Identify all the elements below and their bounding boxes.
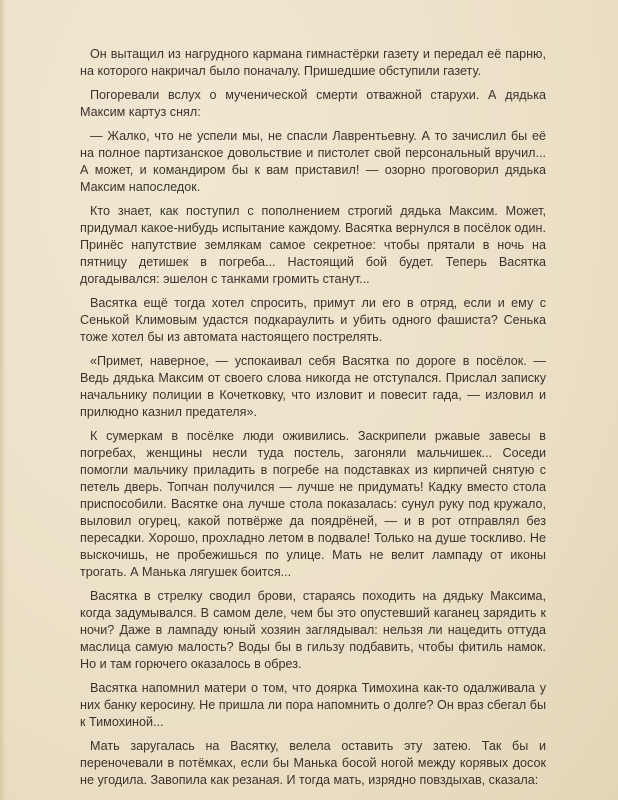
page-fold-shadow	[0, 0, 6, 800]
paragraph-5: Васятка ещё тогда хотел спросить, примут ли его в отряд, если и ему с Сенькой Климовым удастся подкараулить и убить одного фашиста? Сенька тоже хотел бы из автомата настоящего пострелять.	[80, 296, 546, 344]
paragraph-4: Кто знает, как поступил с пополнением строгий дядька Максим. Может, придумал какое-нибудь испытание каждому. Васятка вернулся в посёлок один. Принёс напутствие землякам самое секретное: чтобы прятали в ночь на пятницу детишек в погреба... Настоящий бой будет. Теперь Васятка догадывался: эшелон с танками громить станут...	[80, 204, 546, 286]
paragraph-9: Васятка напомнил матери о том, что доярка Тимохина как-то одалживала у них банку керосину. Не пришла ли пора напомнить о долге? Он враз сбегал бы к Тимохиной...	[80, 681, 546, 729]
paragraph-1: Он вытащил из нагрудного кармана гимнастёрки газету и передал её парню, на которого накричал было поначалу. Пришедшие обступили газету.	[80, 47, 546, 78]
paragraph-8: Васятка в стрелку сводил брови, стараясь походить на дядьку Максима, когда задумывался. В самом деле, чем бы это опустевший каганец зарядить к ночи? Даже в лампаду юный хозяин заглядывал: нельзя ли нацедить оттуда маслица самую малость? Воды бы в гильзу подбавить, чтобы фитиль намок. Но и там горючего оказалось в обрез.	[80, 589, 546, 671]
paragraph-2: Погоревали вслух о мученической смерти отважной старухи. А дядька Максим картуз снял:	[80, 88, 546, 119]
paragraph-3: — Жалко, что не успели мы, не спасли Лаврентьевну. А то зачислил бы её на полное партизанское довольствие и пистолет свой персональный вручил... А может, и командиром бы к вам приставил! — озорно проговорил дядька Максим напоследок.	[80, 129, 546, 194]
paragraph-10: Мать заругалась на Васятку, велела оставить эту затею. Так бы и переночевали в потёмках, если бы Манька босой ногой между корявых досок не угодила. Завопила как резаная. И тогда мать, изрядно повздыхав, сказала:	[80, 739, 546, 787]
paragraph-7: К сумеркам в посёлке люди оживились. Заскрипели ржавые завесы в погребах, женщины несли туда постель, загоняли мальчишек... Соседи помогли мальчику приладить в погребе на подставках из кирпичей снятую с петель дверь. Топчан получился — лучше не придумать! Кадку вместо стола приспособили. Васятке она лучше стола показалась: сунул руку под кружало, выловил огурец, какой потвёрже да поядрёней, — и в рот отправлял без пересадки. Хорошо, прохладно летом в подвале! Только на душе тоскливо. Не выскочишь, не пробежишься по улице. Мать не велит лампаду от иконы трогать. А Манька лягушек боится...	[80, 429, 546, 579]
paragraph-6: «Примет, наверное, — успокаивал себя Васятка по дороге в посёлок. — Ведь дядька Максим от своего слова никогда не отступался. Прислал записку начальнику полиции в Кочетковку, что изловит и повесит гада, — изловил и прилюдно казнил предателя».	[80, 354, 546, 419]
